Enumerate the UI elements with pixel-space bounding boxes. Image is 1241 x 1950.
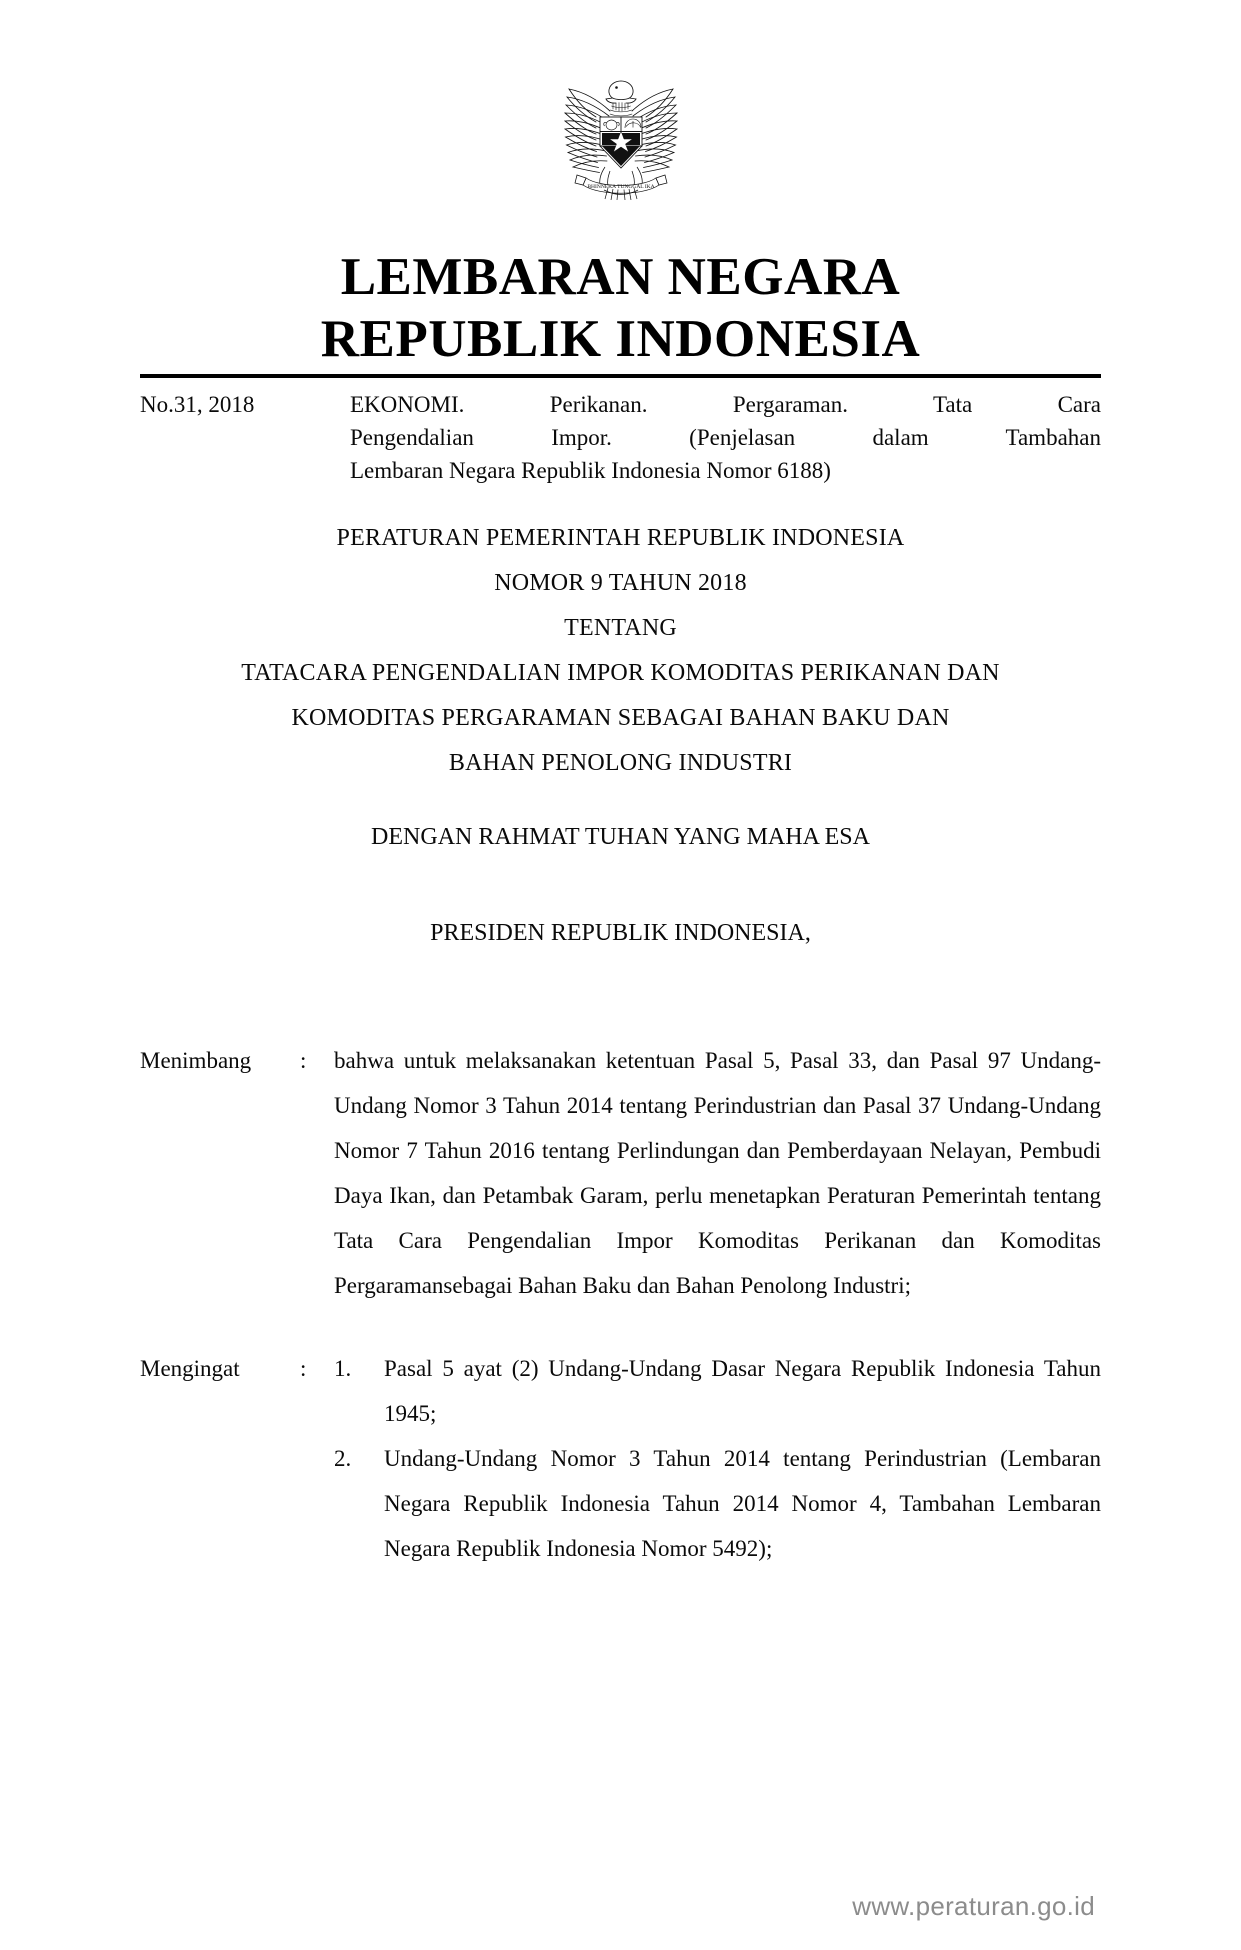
- mengingat-items: [334, 1346, 1101, 1571]
- title-subject-line-2: KOMODITAS PERGARAMAN SEBAGAI BAHAN BAKU DAN: [291, 705, 950, 731]
- clause-menimbang-body: [334, 1038, 1101, 1308]
- masthead: [0, 246, 1241, 370]
- clause-mengingat-body: [334, 1346, 1101, 1571]
- clause-mengingat-label: Mengingat: [140, 1356, 240, 1381]
- invocation-authority: PRESIDEN REPUBLIK INDONESIA,: [430, 920, 811, 946]
- title-number: NOMOR 9 TAHUN 2018: [494, 570, 747, 596]
- regulation-title: [0, 516, 1241, 786]
- masthead-line-1: LEMBARAN NEGARA: [340, 248, 901, 306]
- masthead-divider: [140, 374, 1101, 378]
- emblem-container: [0, 52, 1241, 200]
- list-item-text: Pasal 5 ayat (2) Undang-Undang Dasar Negara Republik Indonesia Tahun 1945;: [384, 1356, 1101, 1426]
- title-tentang: TENTANG: [564, 615, 677, 641]
- clause-menimbang-colon: :: [300, 1048, 307, 1073]
- clause-list: [140, 1038, 1101, 1609]
- subject-line-3: Lembaran Negara Republik Indonesia Nomor 6188): [350, 458, 831, 483]
- title-subject-line-1: TATACARA PENGENDALIAN IMPOR KOMODITAS PERIKANAN DAN: [241, 660, 1000, 686]
- invocation: [0, 820, 1241, 950]
- subject-line-2: Pengendalian Impor. (Penjelasan dalam Tambahan: [350, 425, 1101, 450]
- invocation-blessing: DENGAN RAHMAT TUHAN YANG MAHA ESA: [371, 824, 870, 850]
- garuda-pancasila-emblem: [546, 52, 696, 200]
- issue-number: No.31, 2018: [140, 392, 255, 417]
- clause-menimbang-text: bahwa untuk melaksanakan ketentuan Pasal 5, Pasal 33, dan Pasal 97 Undang-Undang Nomor 3 Tahun 2014 tentang Perindustrian dan Pasal 37 Undang-Undang Nomor 7 Tahun 2016 tentang Perlindungan dan Pemberdayaan Nelayan, Pembudi Daya Ikan, dan Petambak Garam, perlu menetapkan Peraturan Pemerintah tentang Tata Cara Pengendalian Impor Komoditas Perikanan dan Komoditas Pergaramansebagai Bahan Baku dan Bahan Penolong Industri;: [334, 1048, 1101, 1298]
- list-item: [334, 1346, 1101, 1436]
- footer-watermark: www.peraturan.go.id: [852, 1891, 1095, 1921]
- emblem-motto-text: BHINNEKA TUNGGAL IKA: [586, 184, 655, 190]
- list-item-number: 1.: [334, 1356, 352, 1381]
- title-authority: PERATURAN PEMERINTAH REPUBLIK INDONESIA: [336, 525, 905, 551]
- list-item-number: 2.: [334, 1446, 352, 1471]
- masthead-line-2: REPUBLIK INDONESIA: [320, 310, 921, 368]
- clause-mengingat-colon: :: [300, 1356, 307, 1381]
- clause-menimbang-label: Menimbang: [140, 1048, 252, 1073]
- title-subject-line-3: BAHAN PENOLONG INDUSTRI: [448, 750, 793, 776]
- list-item: [334, 1436, 1101, 1571]
- clause-menimbang: [140, 1038, 1101, 1308]
- list-item-text: Undang-Undang Nomor 3 Tahun 2014 tentang Perindustrian (Lembaran Negara Republik Indonesia Tahun 2014 Nomor 4, Tambahan Lembaran Negara Republik Indonesia Nomor 5492);: [384, 1446, 1101, 1561]
- subject-block: [350, 388, 1101, 487]
- subject-line-1: EKONOMI. Perikanan. Pergaraman. Tata Cara: [350, 392, 1101, 417]
- invocation-spacer: [0, 854, 1241, 916]
- gazette-header: [140, 388, 1101, 487]
- clause-mengingat: [140, 1346, 1101, 1571]
